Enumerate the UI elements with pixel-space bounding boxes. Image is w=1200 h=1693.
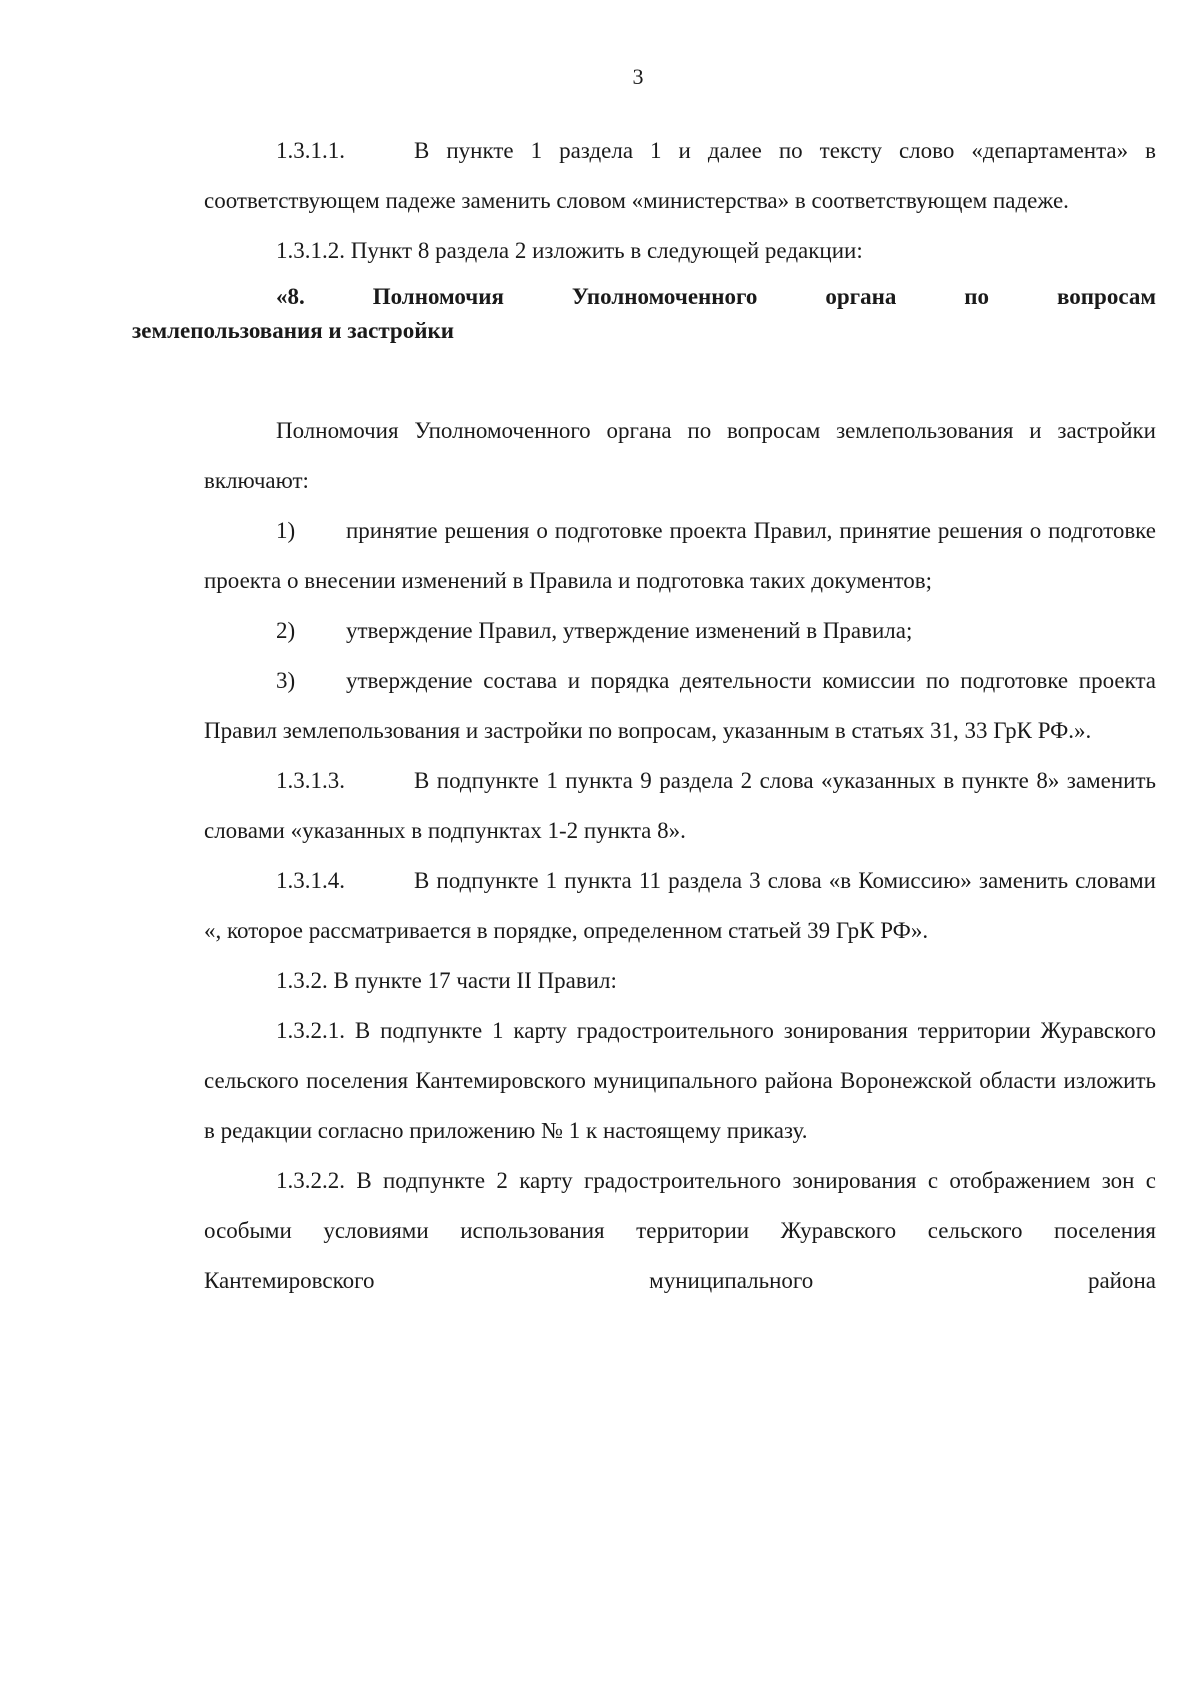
paragraph-1-3-2: 1.3.2. В пункте 17 части II Правил: (276, 968, 617, 993)
paragraph-1-3-1-1 (204, 126, 1156, 226)
document-body (132, 126, 1156, 1306)
paragraph-text: В подпункте 1 пункта 11 раздела 3 слова «в Комиссию» заменить словами «, которое рассматривается в порядке, определенном статьей 39 ГрК РФ». (204, 868, 1156, 943)
spacer (204, 348, 1156, 406)
paragraph-1-3-1-2: 1.3.1.2. Пункт 8 раздела 2 изложить в следующей редакции: (276, 238, 863, 263)
heading-line-1: «8. Полномочия Уполномоченного органа по вопросам (276, 284, 1156, 309)
paragraph-text: В подпункте 1 пункта 9 раздела 2 слова «указанных в пункте 8» заменить словами «указанных в подпунктах 1-2 пункта 8». (204, 768, 1156, 843)
section-heading (132, 280, 1156, 348)
item-number: 1.3.1.3. (276, 768, 345, 793)
paragraph-1-3-1-3 (204, 756, 1156, 856)
paragraph-text: утверждение Правил, утверждение изменений в Правила; (346, 618, 913, 643)
paragraph-text: принятие решения о подготовке проекта Правил, принятие решения о подготовке проекта о внесении изменений в Правила и подготовка таких документов; (204, 518, 1156, 593)
paragraph-1-3-2-1: 1.3.2.1. В подпункте 1 карту градостроительного зонирования территории Журавского сельского поселения Кантемировского муниципального района Воронежской области изложить в редакции согласно приложению № 1 к настоящему приказу. (204, 1018, 1156, 1143)
list-item-3 (204, 656, 1156, 756)
paragraph-text: утверждение состава и порядка деятельности комиссии по подготовке проекта Правил землепользования и застройки по вопросам, указанным в статьях 31, 33 ГрК РФ.». (204, 668, 1156, 743)
item-number: 1.3.1.1. (276, 138, 345, 163)
item-number: 1) (276, 518, 296, 543)
paragraph-powers-intro: Полномочия Уполномоченного органа по вопросам землепользования и застройки включают: (204, 418, 1156, 493)
item-number: 3) (276, 668, 296, 693)
paragraph-text: В пункте 1 раздела 1 и далее по тексту слово «департамента» в соответствующем падеже заменить словом «министерства» в соответствующем падеже. (204, 138, 1156, 213)
item-number: 1.3.1.4. (276, 868, 345, 893)
paragraph-1-3-1-4 (204, 856, 1156, 956)
list-item-1 (204, 506, 1156, 606)
paragraph-1-3-2-2: 1.3.2.2. В подпункте 2 карту градостроительного зонирования с отображением зон с особыми условиями использования территории Журавского сельского поселения Кантемировского муниципального района (204, 1168, 1156, 1293)
list-item-2 (204, 606, 1156, 656)
heading-line-2: землепользования и застройки (132, 318, 454, 343)
item-number: 2) (276, 618, 296, 643)
page-number: 3 (632, 64, 644, 89)
